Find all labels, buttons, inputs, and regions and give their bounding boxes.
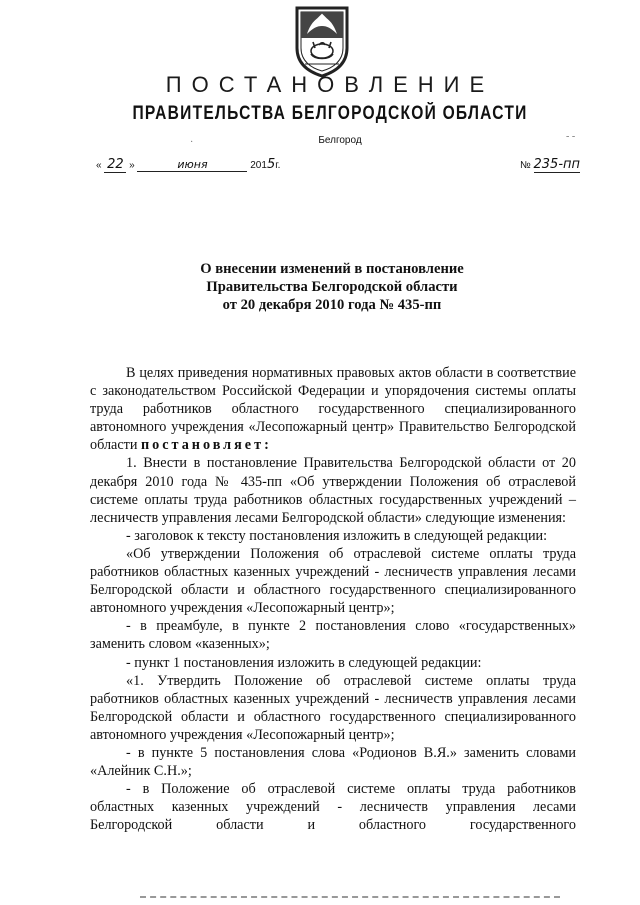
city-label: Белгород	[318, 135, 362, 146]
document-number	[520, 157, 580, 172]
coat-of-arms-emblem	[291, 4, 353, 78]
document-date	[96, 157, 280, 173]
scan-edge-artifact	[140, 896, 560, 901]
scan-speck: - -	[566, 131, 576, 142]
date-year-prefix: 201	[250, 160, 267, 171]
document-title	[0, 260, 640, 314]
title-line: от 20 декабря 2010 года № 435-пп	[222, 297, 442, 313]
body-paragraph: - в преамбуле, в пункте 2 постановления слово «государственных» заменить словом «казенных»;	[90, 618, 576, 653]
number-value: 235-пп	[533, 157, 581, 172]
body-paragraph: - заголовок к тексту постановления изложить в следующей редакции:	[126, 527, 548, 544]
resolves-keyword: постановляет:	[140, 437, 272, 454]
title-line: Правительства Белгородской области	[206, 279, 458, 295]
date-day: 22	[104, 157, 126, 173]
body-paragraph: 1. Внести в постановление Правительства Белгородской области от 20 декабря 2010 года № 435-пп «Об утверждении Положения об отраслевой системе оплаты труда работников областных государственных учреждений – лесничеств управления лесами Белгородской области» следующие изменения:	[90, 455, 576, 526]
document-body	[90, 364, 576, 834]
date-year-suffix: г.	[275, 160, 281, 171]
date-close-quote: »	[129, 160, 135, 171]
scan-speck: ·	[190, 137, 194, 148]
document-type-heading: ПОСТАНОВЛЕНИЕ	[165, 72, 495, 97]
body-paragraph: - в пункте 5 постановления слова «Родионов В.Я.» заменить словами «Алейник С.Н.»;	[90, 744, 576, 780]
body-paragraph: - в Положение об отраслевой системе оплаты труда работников областных казенных учреждений - лесничеств управления лесами Белгородской области и областного государственного	[90, 781, 576, 834]
date-year-digit: 5	[266, 157, 276, 172]
preamble-paragraph	[90, 364, 576, 454]
issuer-heading: ПРАВИТЕЛЬСТВА БЕЛГОРОДСКОЙ ОБЛАСТИ	[132, 103, 528, 124]
date-open-quote: «	[96, 160, 102, 171]
body-paragraph: «1. Утвердить Положение об отраслевой системе оплаты труда работников областных казенных учреждений - лесничеств управления лесами Белгородской области и областного государственного специализированного автономного учреждения «Лесопожарный центр»;	[90, 672, 576, 743]
body-paragraph: «Об утверждении Положения об отраслевой системе оплаты труда работников областных казенных учреждений - лесничеств управления лесами Белгородской области и областного государственного специализированного автономного учреждения «Лесопожарный центр»;	[90, 545, 576, 617]
title-line: О внесении изменений в постановление	[200, 261, 464, 277]
date-month: июня	[137, 158, 247, 172]
preamble-text: В целях приведения нормативных правовых актов области в соответствие с законодательством Российской Федерации и упорядочения системы оплаты труда работников областного государственного специализированного автономного учреждения «Лесопожарный центр» Правительство Белгородской области	[90, 365, 576, 454]
number-label: №	[520, 160, 531, 171]
body-paragraph: - пункт 1 постановления изложить в следующей редакции:	[126, 654, 482, 671]
